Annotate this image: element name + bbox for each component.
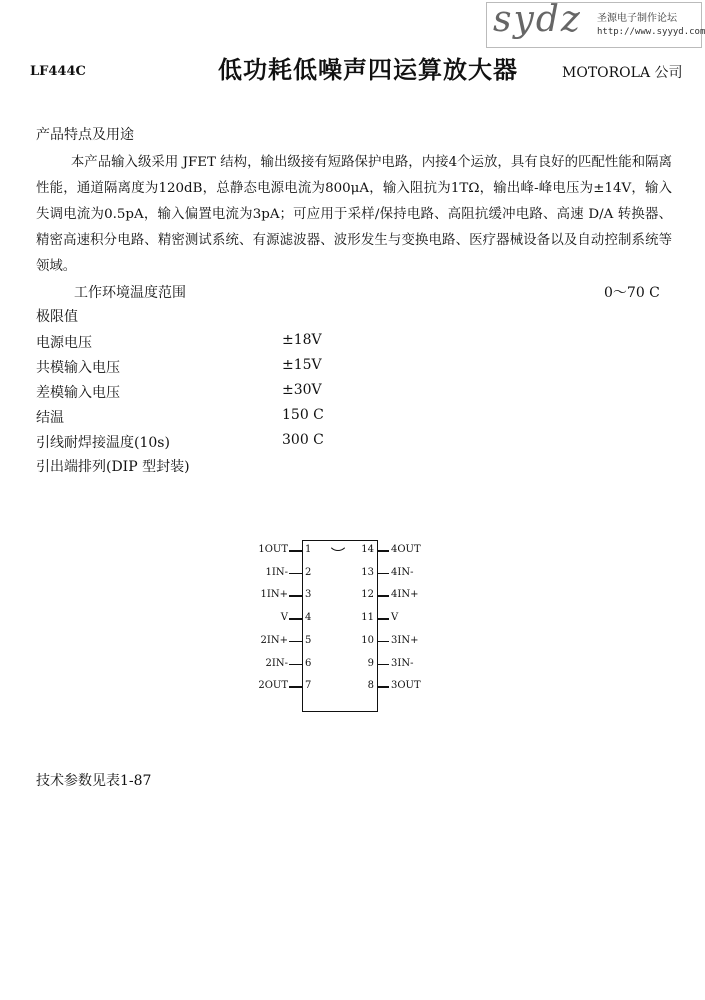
pin-label: 4IN+: [391, 589, 419, 601]
pin-lead: [289, 573, 302, 575]
pin-lead: [289, 550, 302, 552]
pin-lead: [289, 595, 302, 597]
pin-lead: [377, 664, 389, 666]
pin-number: 5: [305, 634, 312, 646]
pin-number: 8: [367, 680, 374, 692]
pin-label: 3IN+: [391, 634, 419, 646]
pin-number: 6: [305, 657, 312, 669]
pin-lead: [377, 686, 389, 688]
pin-label: 2OUT: [258, 680, 288, 692]
limit-label: 引线耐焊接温度(10s): [36, 435, 170, 451]
limit-value: ±30V: [282, 382, 322, 398]
manufacturer: MOTOROLA 公司: [562, 65, 683, 81]
limit-value: 300 C: [282, 432, 324, 448]
model-number: LF444C: [30, 64, 86, 79]
watermark-site-name: 圣源电子制作论坛: [597, 13, 677, 24]
limit-label: 电源电压: [36, 335, 92, 351]
pin-number: 9: [367, 657, 374, 669]
watermark-url: http://www.syyyd.com: [597, 27, 705, 37]
pin-label: 3OUT: [391, 680, 421, 692]
pin-lead: [377, 618, 389, 620]
limit-value: ±18V: [282, 332, 322, 348]
pin-lead: [377, 550, 389, 552]
watermark-box: [486, 0, 705, 48]
pin-lead: [289, 664, 302, 666]
pin-number: 10: [361, 634, 374, 646]
pin-label: 4OUT: [391, 544, 421, 555]
pin-label: 1OUT: [258, 544, 288, 555]
pinout-heading: 引出端排列(DIP 型封装): [36, 459, 190, 475]
temp-range-value: 0～70 C: [604, 285, 660, 301]
pin-number: 11: [361, 612, 374, 624]
watermark-logo: sydz: [493, 0, 582, 40]
pin-number: 3: [305, 589, 312, 601]
pin-label: 4IN-: [391, 566, 414, 578]
ic-notch: [328, 531, 348, 551]
pin-label: V: [280, 612, 288, 624]
page-title: 低功耗低噪声四运算放大器: [218, 56, 518, 84]
features-heading: 产品特点及用途: [36, 127, 134, 143]
pin-label: 2IN-: [265, 657, 288, 669]
pin-lead: [377, 641, 389, 643]
pin-lead: [289, 618, 302, 620]
limit-label: 结温: [36, 410, 64, 426]
pin-number: 1: [305, 544, 312, 555]
limits-heading: 极限值: [36, 309, 78, 325]
pin-lead: [289, 686, 302, 688]
pin-lead: [377, 595, 389, 597]
pin-label: 2IN+: [260, 634, 288, 646]
features-paragraph: 本产品输入级采用 JFET 结构，输出级接有短路保护电路，内接4个运放，具有良好的匹配性能和隔离性能，通道隔离度为120dB，总静态电源电流为800μA，输入阻抗为1TΩ，输出峰-峰电压为±14V，输入失调电流为0.5pA，输入偏置电流为3pA；可应用于采样/保持电路、高阻抗缓冲电路、高速 D/A 转换器、精密高速积分电路、精密测试系统、有源滤波器、波形发生与变换电路、医疗器械设备以及自动控制系统等领域。: [36, 155, 672, 274]
pin-lead: [289, 641, 302, 643]
temp-range-label: 工作环境温度范围: [74, 285, 186, 301]
limit-value: ±15V: [282, 357, 322, 373]
limit-label: 共模输入电压: [36, 360, 120, 376]
pin-label: 3IN-: [391, 657, 414, 669]
pin-lead: [377, 573, 389, 575]
pin-number: 4: [305, 612, 312, 624]
footer-note: 技术参数见表1-87: [36, 773, 152, 789]
pin-number: 14: [361, 544, 374, 555]
limit-value: 150 C: [282, 407, 324, 423]
pin-number: 12: [361, 589, 374, 601]
pin-number: 13: [361, 566, 374, 578]
limit-label: 差模输入电压: [36, 385, 120, 401]
pin-number: 2: [305, 566, 312, 578]
pin-label: V: [391, 612, 399, 624]
pin-label: 1IN+: [260, 589, 288, 601]
pin-number: 7: [305, 680, 312, 692]
pin-label: 1IN-: [265, 566, 288, 578]
